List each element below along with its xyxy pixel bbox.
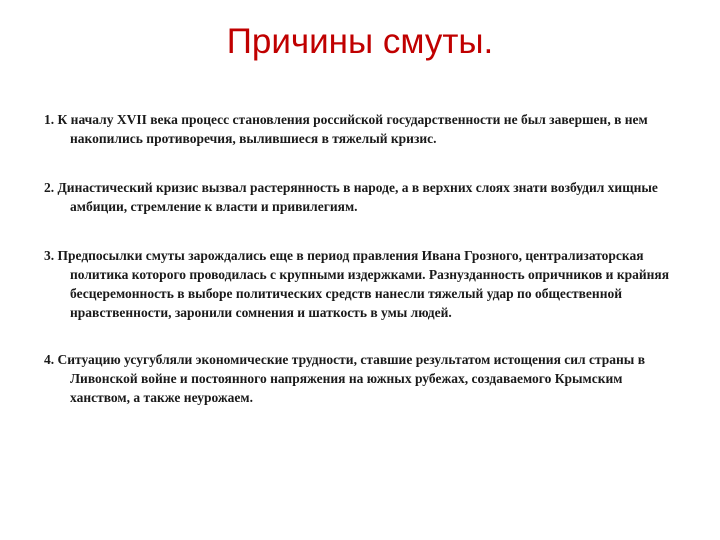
cause-item-3: 3. Предпосылки смуты зарождались еще в период правления Ивана Грозного, централизаторская политика которого проводилась с крупными издержками. Разнузданность опричников и крайняя бесцеремонность в выборе политических средств нанесли тяжелый удар по общественной нравственности, заронили сомнения и шаткость в умы людей. <box>44 248 670 320</box>
cause-item-2: 2. Династический кризис вызвал растерянность в народе, а в верхних слоях знати возбудил хищные амбиции, стремление к власти и привилегиям. <box>44 180 658 214</box>
causes-list <box>44 110 674 437</box>
cause-item-1: 1. К началу XVII века процесс становления российской государственности не был завершен, в нем накопились противоречия, вылившиеся в тяжелый кризис. <box>44 112 648 146</box>
slide-title: Причины смуты. <box>226 22 494 61</box>
cause-item-4: 4. Ситуацию усугубляли экономические трудности, ставшие результатом истощения сил страны в Ливонской войне и постоянного напряжения на южных рубежах, создаваемого Крымским ханством, а также неурожаем. <box>44 352 646 405</box>
